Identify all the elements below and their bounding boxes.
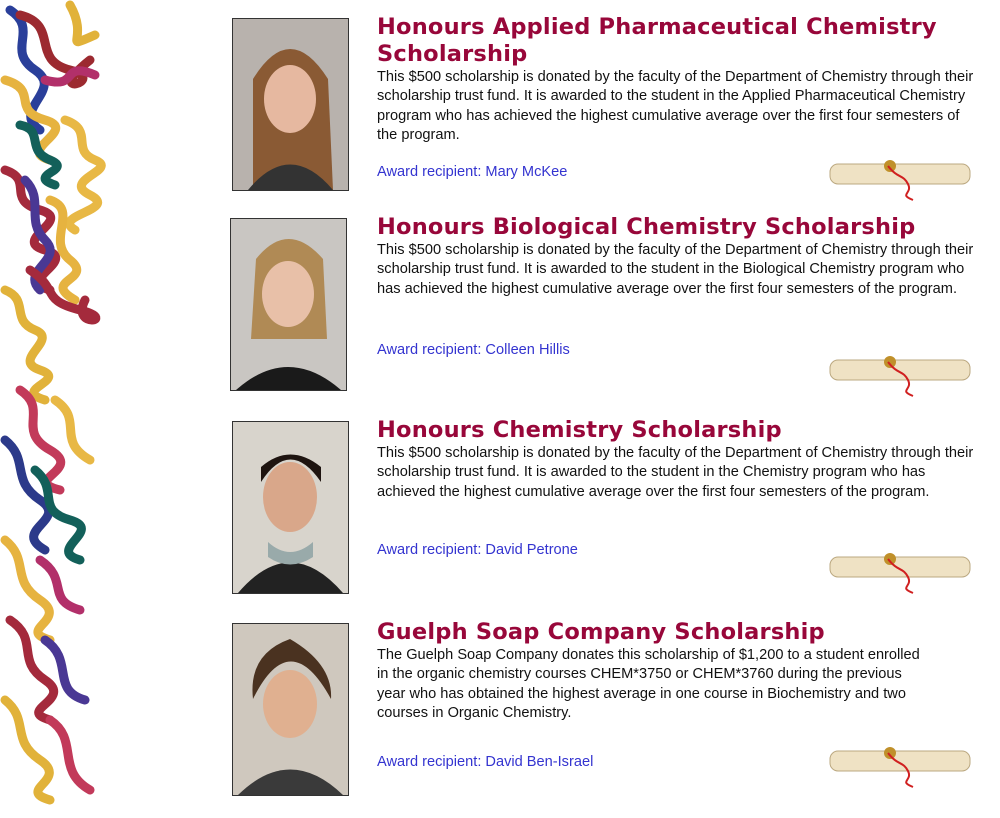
award-recipient: Award recipient: David Petrone [377, 542, 578, 558]
scholarship-entry [230, 619, 990, 818]
scholarship-description: This $500 scholarship is donated by the faculty of the Department of Chemistry through their scholarship trust fund. It is awarded to the student in the Chemistry program who has achieved the highest cumulative average over the first four semesters of the program. [377, 445, 974, 500]
scholarship-entry [230, 214, 990, 413]
scholarship-title: Honours Chemistry Scholarship [377, 417, 782, 443]
recipient-photo [232, 623, 349, 796]
scholarship-description: This $500 scholarship is donated by the faculty of the Department of Chemistry through their scholarship trust fund. It is awarded to the student in the Biological Chemistry program who has achieved the highest cumulative average over the first four semesters of the program. [377, 242, 974, 297]
scholarship-description: The Guelph Soap Company donates this scholarship of $1,200 to a student enrolled in the organic chemistry courses CHEM*3750 or CHEM*3760 during the previous year who has obtained the highest average in one course in Biochemistry and two courses in Organic Chemistry. [377, 647, 920, 721]
ribbon-streamer-decoration [0, 0, 130, 805]
scholarship-title: Honours Biological Chemistry Scholarship [377, 214, 916, 240]
diploma-scroll-icon [828, 350, 973, 398]
scholarship-title: Guelph Soap Company Scholarship [377, 619, 825, 645]
diploma-scroll-icon [828, 741, 973, 789]
award-recipient: Award recipient: David Ben-Israel [377, 754, 594, 770]
recipient-photo [230, 218, 347, 391]
diploma-scroll-icon [828, 154, 973, 202]
award-recipient: Award recipient: Colleen Hillis [377, 342, 570, 358]
award-recipient: Award recipient: Mary McKee [377, 164, 568, 180]
scholarship-entry [230, 14, 990, 213]
diploma-scroll-icon [828, 547, 973, 595]
recipient-photo [232, 421, 349, 594]
scholarship-description: This $500 scholarship is donated by the faculty of the Department of Chemistry through their scholarship trust fund. It is awarded to the student in the Applied Pharmaceutical Chemistry program who has achieved the highest cumulative average over the first four semesters of the program. [377, 69, 974, 143]
scholarship-title: Honours Applied Pharmaceutical Chemistry Scholarship [377, 14, 937, 67]
scholarship-entry [230, 417, 990, 616]
recipient-photo [232, 18, 349, 191]
